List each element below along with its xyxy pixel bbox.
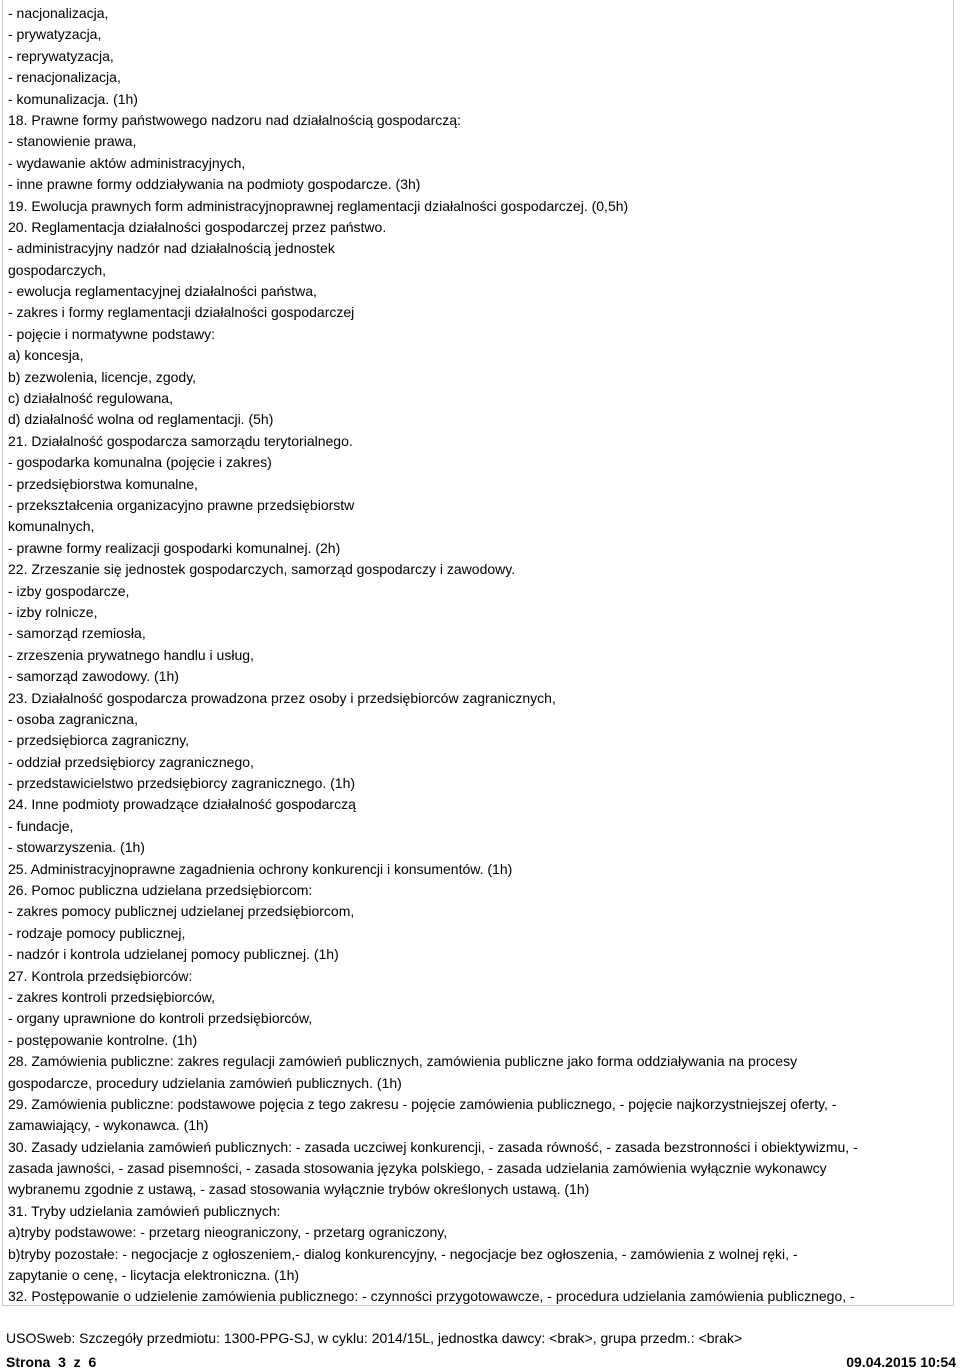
content-line: - przedsiębiorstwa komunalne, [8,475,198,492]
content-line: gospodarcze, procedury udzielania zamówień publicznych. (1h) [8,1074,402,1091]
content-line: 30. Zasady udzielania zamówień publicznych: - zasada uczciwej konkurencji, - zasada równość, - zasada bezstronności i obiektywizmu, - [8,1138,858,1155]
content-line: - renacjonalizacja, [8,69,121,86]
content-line: - zrzeszenia prywatnego handlu i usług, [8,646,254,663]
content-line: 31. Tryby udzielania zamówień publicznych: [8,1202,281,1219]
content-line: zapytanie o cenę, - licytacja elektroniczna. (1h) [8,1267,300,1284]
content-line: - przedstawicielstwo przedsiębiorcy zagranicznego. (1h) [8,775,356,792]
content-line: - komunalizacja. (1h) [8,90,138,107]
content-line: - osoba zagraniczna, [8,710,138,727]
content-line: 18. Prawne formy państwowego nadzoru nad działalnością gospodarczą: [8,111,461,128]
content-line: - reprywatyzacja, [8,47,114,64]
footer-source: USOSweb: Szczegóły przedmiotu: 1300-PPG-SJ, w cyklu: 2014/15L, jednostka dawcy: <brak>, grupa przedm.: <brak> [6,1330,743,1346]
content-line: 24. Inne podmioty prowadzące działalność gospodarczą [8,796,356,813]
content-line: - pojęcie i normatywne podstawy: [8,325,215,342]
content-line: a)tryby podstawowe: - przetarg nieograniczony, - przetarg ograniczony, [8,1224,448,1241]
content-line: 22. Zrzeszanie się jednostek gospodarczych, samorząd gospodarczy i zawodowy. [8,561,516,578]
content-line: 26. Pomoc publiczna udzielana przedsiębiorcom: [8,882,313,899]
content-line: - izby rolnicze, [8,603,98,620]
content-line: - przekształcenia organizacyjno prawne przedsiębiorstw [8,496,355,513]
content-line: 28. Zamówienia publiczne: zakres regulacji zamówień publicznych, zamówienia publiczne jako forma oddziaływania na procesy [8,1053,798,1070]
content-line: - organy uprawnione do kontroli przedsiębiorców, [8,1010,313,1027]
content-line: - nacjonalizacja, [8,5,109,21]
content-line: c) działalność regulowana, [8,390,173,407]
content-line: komunalnych, [8,518,95,535]
content-line: 25. Administracyjnoprawne zagadnienia ochrony konkurencji i konsumentów. (1h) [8,860,513,877]
content-line: - zakres i formy reglamentacji działalności gospodarczej [8,304,355,321]
content-line: - stowarzyszenia. (1h) [8,839,145,856]
content-line: - zakres kontroli przedsiębiorców, [8,988,215,1005]
syllabus-content [8,3,948,1308]
content-line: - gospodarka komunalna (pojęcie i zakres) [8,454,272,471]
content-line: b) zezwolenia, licencje, zgody, [8,368,197,385]
content-line: - przedsiębiorca zagraniczny, [8,732,190,749]
content-line: 19. Ewolucja prawnych form administracyjnoprawnej reglamentacji działalności gospodarczej. (0,5h) [8,197,629,214]
content-line: 20. Reglamentacja działalności gospodarczej przez państwo. [8,218,387,235]
content-line: - prawne formy realizacji gospodarki komunalnej. (2h) [8,539,341,556]
content-line: - samorząd rzemiosła, [8,625,146,642]
content-line: 32. Postępowanie o udzielenie zamówienia publicznego: - czynności przygotowawcze, - procedura udzielania zamówienia publicznego, - [8,1288,855,1305]
content-line: - prywatyzacja, [8,26,102,43]
content-line: 29. Zamówienia publiczne: podstawowe pojęcia z tego zakresu - pojęcie zamówienia publicznego, - pojęcie najkorzystniejszej oferty, - [8,1095,837,1112]
content-line: wybranemu zgodnie z ustawą, - zasad stosowania wyłącznie trybów określonych ustawą. (1h) [8,1181,590,1198]
content-line: - samorząd zawodowy. (1h) [8,668,179,685]
content-line: - izby gospodarcze, [8,582,130,599]
content-line: b)tryby pozostałe: - negocjacje z ogłoszeniem,- dialog konkurencyjny, - negocjacje bez ogłoszenia, - zamówienia z wolnej ręki, - [8,1245,798,1262]
content-line: - rodzaje pomocy publicznej, [8,924,186,941]
content-line: - zakres pomocy publicznej udzielanej przedsiębiorcom, [8,903,355,920]
content-line: - inne prawne formy oddziaływania na podmioty gospodarcze. (3h) [8,176,421,193]
page-number: Strona 3 z 6 [6,1354,97,1370]
content-line: zamawiający, - wykonawca. (1h) [8,1117,209,1134]
content-line: 27. Kontrola przedsiębiorców: [8,967,193,984]
content-line: - postępowanie kontrolne. (1h) [8,1031,198,1048]
content-line: - nadzór i kontrola udzielanej pomocy publicznej. (1h) [8,946,339,963]
content-line: gospodarczych, [8,261,107,278]
content-line: d) działalność wolna od reglamentacji. (5h) [8,411,274,428]
content-line: - administracyjny nadzór nad działalnością jednostek [8,240,335,257]
content-line: zasada jawności, - zasad pisemności, - zasada stosowania języka polskiego, - zasada udzielania zamówienia wyłącznie wykonawcy [8,1160,827,1177]
print-timestamp: 09.04.2015 10:54 [846,1354,956,1370]
content-line: - wydawanie aktów administracyjnych, [8,154,246,171]
content-line: 21. Działalność gospodarcza samorządu terytorialnego. [8,432,353,449]
content-line: - oddział przedsiębiorcy zagranicznego, [8,753,254,770]
content-line: - fundacje, [8,817,74,834]
content-line: 23. Działalność gospodarcza prowadzona przez osoby i przedsiębiorców zagranicznych, [8,689,556,706]
content-line: - ewolucja reglamentacyjnej działalności państwa, [8,283,317,300]
content-line: a) koncesja, [8,347,84,364]
content-line: - stanowienie prawa, [8,133,137,150]
